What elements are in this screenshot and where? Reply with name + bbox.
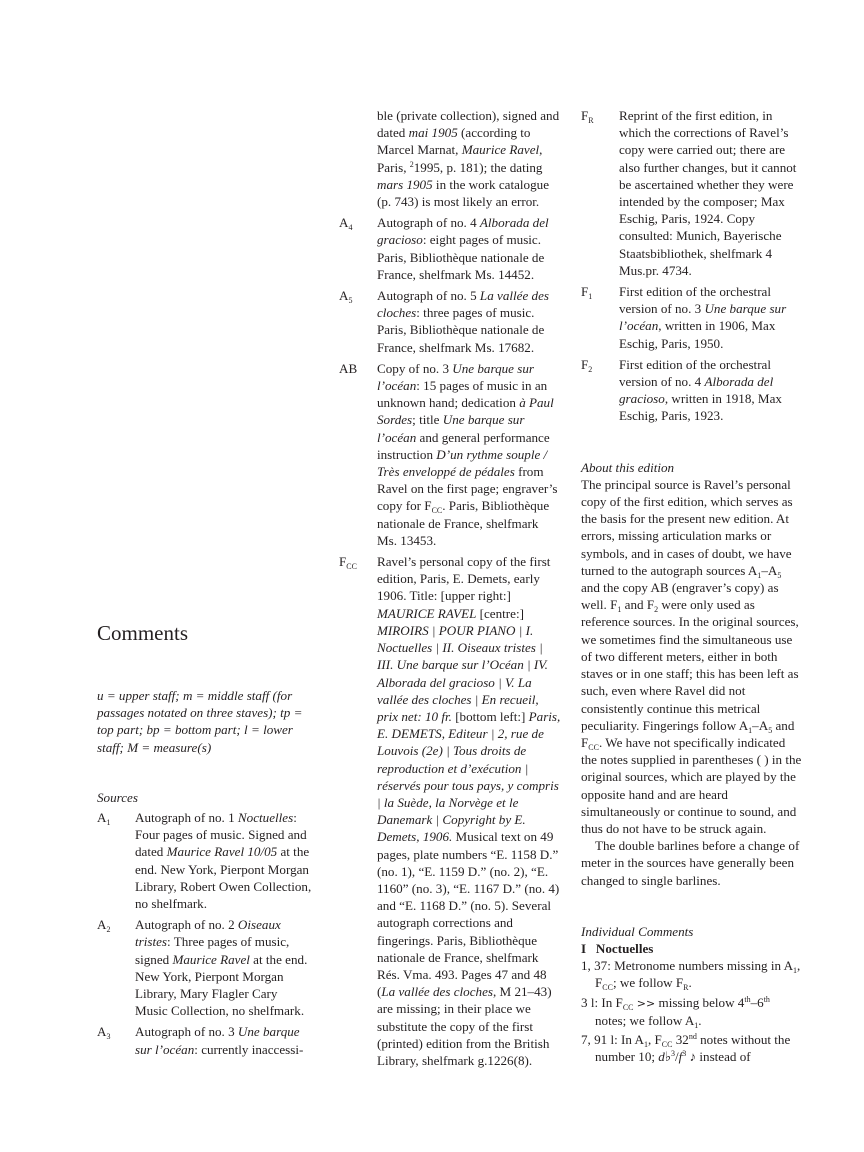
source-list-1 — [97, 809, 312, 1062]
source-entry — [339, 360, 561, 549]
source-entry — [339, 287, 561, 356]
individual-comments-title: Individual Comments — [581, 923, 694, 939]
individual-comment: 1, 37: Metronome numbers missing in $A_1$, $F_{CC}$; we follow $F_R$. — [581, 958, 801, 993]
source-text: ble (private collection), signed and dated mai 1905 (according to Marcel Marnat, Maurice Ravel, Paris, $^2$1995, p. 181); the dating mars 1905 in the work catalogue (p. 743) is most likely an error. — [377, 108, 560, 210]
individual-comment-list — [581, 957, 803, 1065]
source-entry — [339, 214, 561, 283]
source-siglum: $F_1$ — [581, 284, 593, 302]
source-text: Autograph of no. 4 Alborada del gracioso: eight pages of music. Paris, Bibliothèque nationale de France, shelfmark Ms. 14452. — [377, 215, 549, 282]
about-title: About this edition — [581, 459, 675, 475]
source-text: Autograph of no. 2 Oiseaux tristes: Three pages of music, signed Maurice Ravel at the end. New York, Pierpont Morgan Library, Mary Flagler Cary Music Collection, no shelfmark. — [135, 917, 308, 1019]
source-entry — [97, 809, 312, 912]
source-siglum: $A_3$ — [97, 1024, 111, 1042]
source-list-3 — [581, 107, 803, 425]
source-entry — [581, 356, 803, 425]
source-text: Ravel’s personal copy of the first edition, Paris, E. Demets, early 1906. Title: [upper right:] MAURICE RAVEL [centre:] MIROIRS | POUR PIANO | I. Noctuelles | II. Oiseaux tristes | III. Une barque sur l’Océan | IV. Alborada del gracioso | V. La vallée des cloches | En recueil, prix net: 10 fr. [bottom left:] Paris, E. DEMETS, Editeur | 2, rue de Louvois (2e) | Tous droits de reproduction et d’exécution | réservés pour tous pays, y compris | la Suède, la Norvège et le Danemark | Copyright by E. Demets, 1906. Musical text on 49 pages, plate numbers “E. 1158 D.” (no. 1), “E. 1159 D.” (no. 2), “E. 1160” (no. 3), “E. 1167 D.” (no. 4) and “E. 1168 D.” (no. 5). Several autograph corrections and fingerings. Paris, Bibliothèque nationale de France, shelfmark Rés. Vma. 493. Pages 47 and 48 (La vallée des cloches, M 21–43) are missing; in their place we substitute the copy of the first (printed) edition from the British Library, shelfmark g.1226(8). — [377, 554, 561, 1068]
abbreviations: u = upper staff; m = middle staff (for passages notated on three staves); tp = top part; bp = bottom part; l = lower staff; M = measure(s) — [97, 688, 303, 755]
source-siglum: $F_{CC}$ — [339, 554, 357, 572]
column-2 — [339, 107, 561, 1073]
source-text: First edition of the orchestral version of no. 4 Alborada del gracioso, written in 1918, Max Eschig, Paris, 1923. — [619, 356, 782, 424]
source-text: Reprint of the first edition, in which the corrections of Ravel’s copy were carried out; there are also further changes, but it cannot be ascertained whether they were intended by the composer; Max Eschig, Paris, 1924. Copy consulted: Munich, Bayerische Staatsbibliothek, shelfmark 4 Mus.pr. 4734. — [619, 108, 797, 278]
source-entry — [581, 283, 803, 352]
source-siglum: $A_4$ — [339, 215, 353, 233]
about-paragraph-1: The principal source is Ravel’s personal copy of the first edition, which serves as the basis for the present new edition. At errors, missing articulation marks or symbols, and in cases of doubt, we have turned to the autograph sources $A_1-A_5$ and the copy AB (engraver’s copy) as well. $F_1$ and $F_2$ were only used as reference sources. In the original sources, we sometimes find the simultaneous use of two different meters, either in both staves or in one staff; this has been left as such, even where Ravel did not consistently continue this metrical peculiarity. Fingerings follow $A_1-A_5$ and $F_{CC}$. We have not specifically indicated the notes supplied in parentheses ( ) in the original sources, which are played by the opposite hand and are heard simultaneously or continue to sound, and thus do not have to be struck again. — [581, 476, 802, 836]
source-entry — [97, 1023, 312, 1057]
source-entry — [581, 107, 803, 279]
individual-comment: 3 l: In $F_{CC} >> missing$ below 4th–6th notes; we follow $A_1$. — [581, 994, 770, 1030]
source-siglum: $A_1$ — [97, 810, 111, 827]
individual-comment: 7, 91 l: In $A_1$, $F_{CC}$ 32nd notes without the number 10; $d♭^3/f^3$ ♪ instead of — [581, 1031, 791, 1065]
source-text: First edition of the orchestral version of no. 3 Une barque sur l’océan, written in 1906, Max Eschig, Paris, 1950. — [619, 284, 787, 351]
about-paragraph-2: The double barlines before a change of meter in the sources have generally been changed to single barlines. — [581, 838, 800, 888]
source-text: Autograph of no. 5 La vallée des cloches: three pages of music. Paris, Bibliothèque nationale de France, shelfmark Ms. 17682. — [377, 288, 550, 355]
source-text: Copy of no. 3 Une barque sur l’océan: 15 pages of music in an unknown hand; dedication à Paul Sordes; title Une barque sur l’océan and general performance instruction D’un rythme souple / Très enveloppé de pédales from Ravel on the first page; engraver’s copy for $F_{CC}$. Paris, Bibliothèque nationale de France, shelfmark Ms. 13453. — [377, 360, 558, 548]
source-siglum: $A_5$ — [339, 288, 353, 306]
source-siglum: AB — [339, 360, 358, 376]
page-title: Comments — [97, 621, 189, 645]
source-text: Autograph of no. 3 Une barque sur l’océan: currently inaccessi- — [135, 1024, 304, 1057]
source-siglum: $F_2$ — [581, 356, 593, 374]
source-entry — [97, 916, 312, 1019]
source-entry — [339, 553, 561, 1069]
source-list-2 — [339, 214, 561, 1069]
column-3 — [581, 107, 803, 1067]
source-text: Autograph of no. 1 Noctuelles: Four pages of music. Signed and dated Maurice Ravel 10/05 at the end. New York, Pierpont Morgan Library, Robert Owen Collection, no shelfmark. — [135, 810, 312, 912]
source-siglum: $F_R$ — [581, 108, 594, 125]
source-siglum: $A_2$ — [97, 917, 111, 935]
source-entry-a3-continued — [339, 107, 561, 210]
section-noctuelles: I Noctuelles — [581, 940, 654, 956]
sources-label: Sources — [97, 790, 138, 805]
